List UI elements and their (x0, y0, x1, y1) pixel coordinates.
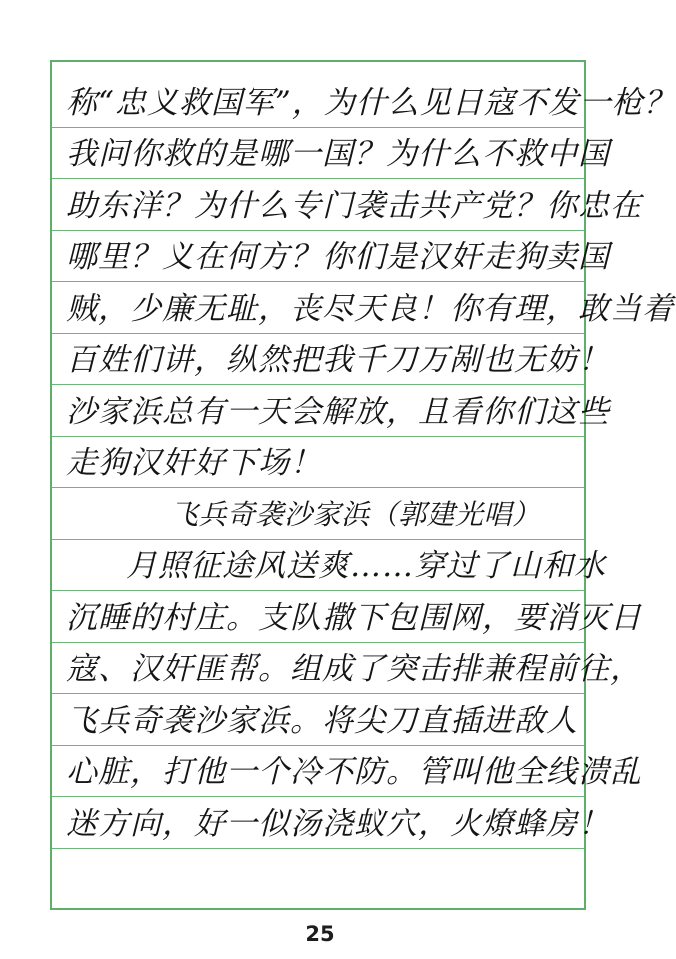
page-number: 25 (305, 922, 335, 946)
handwritten-line: 沉睡的村庄。支队撒下包围网，要消灭日 (66, 599, 642, 636)
ruled-line (52, 540, 606, 592)
handwritten-line: 贼，少廉无耻，丧尽天良！你有理，敢当着 (66, 290, 674, 327)
handwritten-line: 走狗汉奸好下场！ (66, 445, 322, 481)
ruled-line (52, 694, 584, 746)
handwritten-line: 心脏，打他一个冷不防。管叫他全线溃乱 (66, 754, 642, 790)
ruled-line (52, 746, 642, 798)
ruled-line (52, 76, 676, 128)
handwritten-line: 飞兵奇袭沙家浜。将尖刀直插进敌人 (66, 702, 578, 739)
handwritten-line: 月照征途风送爽……穿过了山和水 (126, 548, 606, 584)
ruled-line (52, 179, 642, 231)
handwritten-line: 寇、汉奸匪帮。组成了突击排兼程前往， (66, 651, 642, 687)
handwritten-line: 助东洋？为什么专门袭击共产党？你忠在 (66, 187, 642, 224)
ruled-line (52, 385, 610, 437)
handwritten-line: 我问你救的是哪一国？为什么不救中国 (66, 136, 610, 172)
ruled-line (52, 591, 642, 643)
handwritten-line: 沙家浜总有一天会解放，且看你们这些 (66, 393, 610, 430)
ruled-line (52, 488, 584, 540)
ruled-line (52, 334, 610, 386)
ruled-line (52, 128, 610, 180)
ruled-line (52, 437, 584, 489)
ruled-line (52, 797, 610, 849)
ruled-line (52, 282, 674, 334)
ruled-lines (52, 76, 676, 849)
handwritten-line: 哪里？义在何方？你们是汉奸走狗卖国 (66, 239, 610, 275)
song-title: 飞兵奇袭沙家浜（郭建光唱） (170, 497, 541, 531)
handwritten-line: 百姓们讲，纵然把我千刀万剐也无妨！ (66, 342, 610, 378)
ruled-line (52, 643, 642, 695)
handwritten-line: 称“忠义救国军”，为什么见日寇不发一枪？ (66, 84, 676, 121)
handwritten-line: 迷方向，好一似汤浇蚁穴，火燎蜂房！ (66, 805, 610, 842)
ruled-line (52, 231, 610, 283)
ruled-sheet (50, 60, 676, 910)
